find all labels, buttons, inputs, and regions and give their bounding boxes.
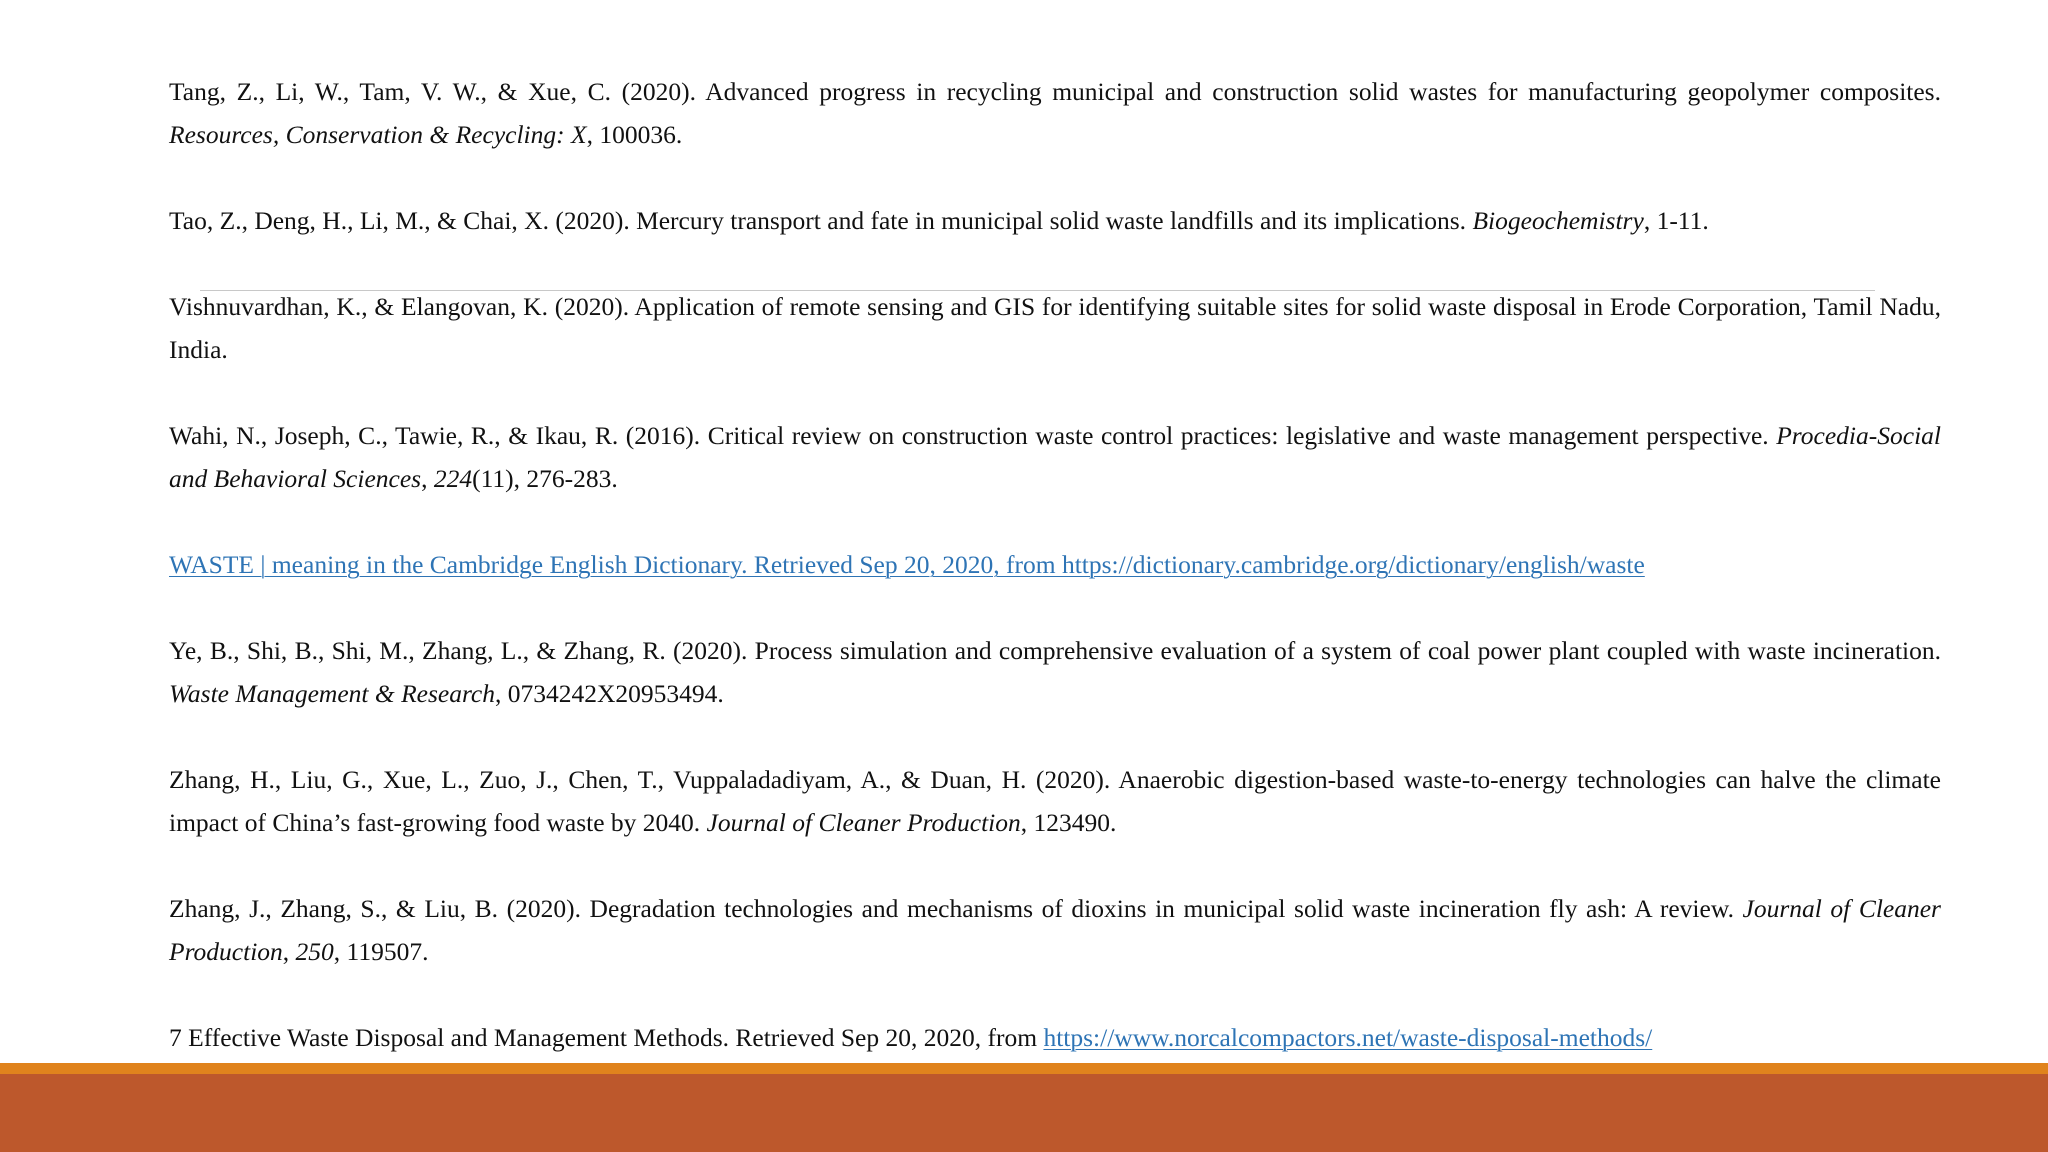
journal-title: Resources, Conservation & Recycling: X (169, 120, 587, 149)
reference-tail: , 119507. (333, 937, 429, 966)
journal-title: Journal of Cleaner Production (169, 894, 1941, 966)
reference-tang-2020 (169, 70, 1941, 156)
journal-title: Biogeochemistry (1472, 206, 1644, 235)
reference-ye-2020 (169, 629, 1941, 715)
reference-text: 7 Effective Waste Disposal and Management Methods. Retrieved Sep 20, 2020, from (169, 1023, 1044, 1052)
reference-text: Ye, B., Shi, B., Shi, M., Zhang, L., & Zhang, R. (2020). Process simulation and comprehensive evaluation of a system of coal power plant coupled with waste incineration. (169, 636, 1941, 665)
reference-vishnuvardhan-2020 (169, 285, 1941, 371)
footer-accent-stripe (0, 1063, 2048, 1074)
reference-tao-2020 (169, 199, 1941, 242)
reference-zhang-h-2020 (169, 758, 1941, 844)
reference-separator: , (421, 464, 434, 493)
reference-tail: , 100036. (586, 120, 683, 149)
reference-wahi-2016 (169, 414, 1941, 500)
journal-title: Waste Management & Research (169, 679, 495, 708)
reference-tail: , 1-11. (1643, 206, 1709, 235)
reference-text: Zhang, J., Zhang, S., & Liu, B. (2020). Degradation technologies and mechanisms of dioxins in municipal solid waste incineration fly ash: A review. (169, 894, 1743, 923)
reference-tail: , 0734242X20953494. (495, 679, 724, 708)
volume-number: 250 (295, 937, 334, 966)
reference-norcal-compactors (169, 1016, 1941, 1059)
journal-title: Journal of Cleaner Production (706, 808, 1021, 837)
footer-band (0, 1074, 2048, 1152)
cambridge-dictionary-link[interactable]: WASTE | meaning in the Cambridge English Dictionary. Retrieved Sep 20, 2020, from https://dictionary.cambridge.org/dictionary/english/waste (169, 550, 1645, 579)
norcal-compactors-link[interactable]: https://www.norcalcompactors.net/waste-disposal-methods/ (1043, 1023, 1653, 1052)
reference-text: Wahi, N., Joseph, C., Tawie, R., & Ikau, R. (2016). Critical review on construction waste control practices: legislative and waste management perspective. (169, 421, 1777, 450)
journal-title: Procedia-Social and Behavioral Sciences (169, 421, 1941, 493)
reference-cambridge-dictionary (169, 543, 1941, 586)
reference-list (169, 70, 1941, 1102)
volume-number: 224 (433, 464, 473, 493)
reference-text: Tang, Z., Li, W., Tam, V. W., & Xue, C. (2020). Advanced progress in recycling municipal and construction solid wastes for manufacturing geopolymer composites. (169, 77, 1941, 106)
reference-tail: (11), 276-283. (472, 464, 618, 493)
reference-text: Vishnuvardhan, K., & Elangovan, K. (2020). Application of remote sensing and GIS for identifying suitable sites for solid waste disposal in Erode Corporation, Tamil Nadu, India. (169, 292, 1941, 364)
reference-tail: , 123490. (1020, 808, 1117, 837)
reference-text: Tao, Z., Deng, H., Li, M., & Chai, X. (2020). Mercury transport and fate in municipal solid waste landfills and its implications. (169, 206, 1473, 235)
reference-zhang-j-2020 (169, 887, 1941, 973)
reference-text: Zhang, H., Liu, G., Xue, L., Zuo, J., Chen, T., Vuppaladadiyam, A., & Duan, H. (2020). Anaerobic digestion-based waste-to-energy technologies can halve the climate impact of China’s fast-growing food waste by 2040. (169, 765, 1941, 837)
reference-separator: , (282, 937, 296, 966)
